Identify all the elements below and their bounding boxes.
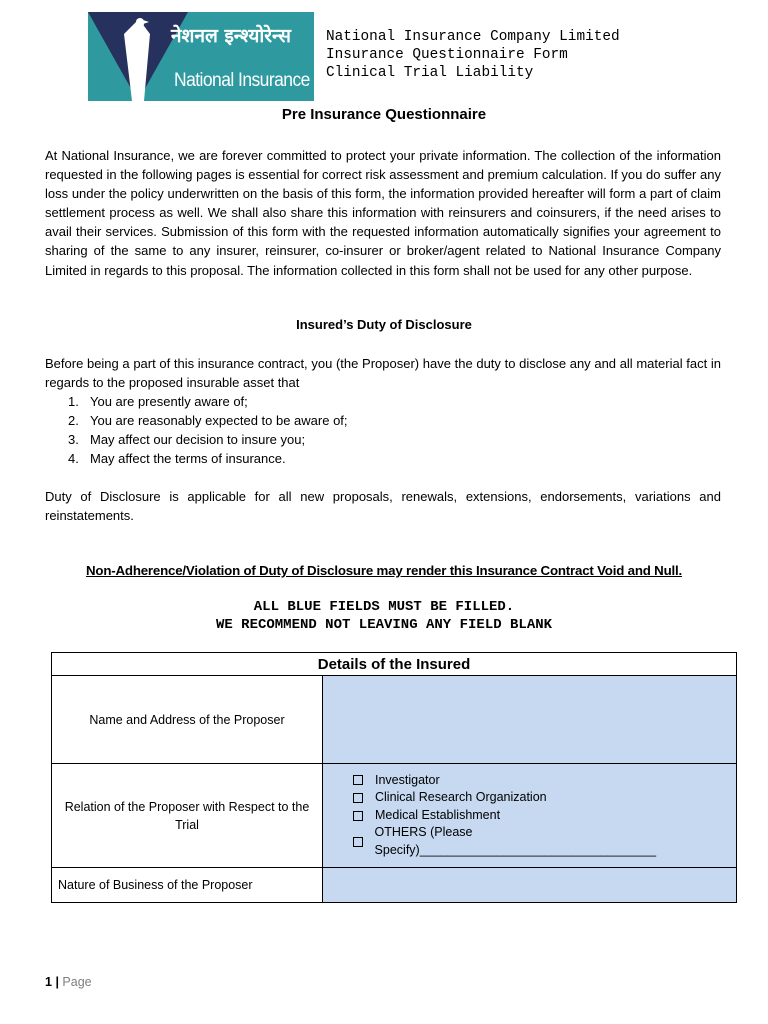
- company-name: National Insurance Company Limited: [326, 29, 620, 45]
- logo-hindi-text: नेशनल इन्श्योरेन्स: [171, 25, 292, 47]
- list-text: You are reasonably expected to be aware of;: [90, 413, 348, 429]
- list-number: 2.: [68, 413, 79, 429]
- page-number: 1: [45, 975, 52, 989]
- option-medical-establishment[interactable]: [353, 807, 736, 825]
- list-item: [68, 430, 348, 449]
- logo-english-text: National Insurance: [174, 70, 310, 91]
- page-separator: |: [55, 975, 59, 989]
- relation-options: [323, 772, 736, 860]
- relation-label: Relation of the Proposer with Respect to the Trial: [52, 764, 323, 868]
- business-label: Nature of Business of the Proposer: [52, 868, 323, 903]
- notice-line-2: WE RECOMMEND NOT LEAVING ANY FIELD BLANK: [215, 616, 553, 633]
- checkbox-icon[interactable]: [353, 775, 363, 785]
- business-field[interactable]: [323, 868, 737, 903]
- option-label: OTHERS (Please Specify)__________________________________: [374, 825, 657, 857]
- list-item: [68, 449, 348, 468]
- checkbox-icon[interactable]: [353, 793, 363, 803]
- warning-text: Non-Adherence/Violation of Duty of Disclosure may render this Insurance Contract Void and Null.: [86, 563, 682, 578]
- option-label: Clinical Research Organization: [375, 790, 547, 805]
- list-number: 3.: [68, 432, 79, 448]
- page-title: Pre Insurance Questionnaire: [281, 106, 487, 123]
- disclosure-heading: Insured’s Duty of Disclosure: [296, 317, 472, 332]
- option-investigator[interactable]: [353, 772, 736, 790]
- option-cro[interactable]: [353, 789, 736, 807]
- list-number: 4.: [68, 451, 79, 467]
- form-category: Clinical Trial Liability: [326, 65, 534, 81]
- relation-field: [323, 764, 737, 868]
- table-heading: Details of the Insured: [52, 653, 737, 676]
- list-text: May affect our decision to insure you;: [90, 432, 306, 448]
- insured-details-table: [51, 652, 737, 903]
- name-address-label: Name and Address of the Proposer: [52, 676, 323, 764]
- name-address-field[interactable]: [323, 676, 737, 764]
- company-logo: [88, 12, 314, 101]
- list-item: [68, 392, 348, 411]
- disclosure-lead: Before being a part of this insurance contract, you (the Proposer) have the duty to disclose any and all material fact in regards to the proposed insurable asset that: [45, 356, 721, 391]
- page-label: Page: [62, 975, 92, 989]
- option-others[interactable]: [353, 824, 736, 859]
- option-label: Medical Establishment: [375, 807, 501, 822]
- company-header: [326, 28, 620, 82]
- checkbox-icon[interactable]: [353, 837, 363, 847]
- checkbox-icon[interactable]: [353, 811, 363, 821]
- page-footer: [45, 975, 92, 989]
- intro-paragraph: At National Insurance, we are forever committed to protect your private information. The collection of the information requested in the following pages is essential for correct risk assessment and premium calculation. If you do suffer any loss under the policy underwritten on the basis of this form, the information provided hereafter will form a part of claim settlement process as well. We shall also share this information with reinsurers and coinsurers, if the need arises to avail their services. Submission of this form with the requested information automatically signifies your agreement to sharing of the same to any insurer, reinsurer, co-insurer or broker/agent related to National Insurance Company Limited in regards to this proposal. The information collected in this form shall not be used for any other purpose.: [45, 148, 721, 278]
- list-number: 1.: [68, 394, 79, 409]
- list-item: [68, 411, 348, 430]
- fill-notice: [0, 599, 768, 634]
- list-text: May affect the terms of insurance.: [90, 451, 286, 467]
- disclosure-applicability: Duty of Disclosure is applicable for all new proposals, renewals, extensions, endorsements, variations and reinstatements.: [45, 489, 721, 524]
- form-name: Insurance Questionnaire Form: [326, 47, 568, 63]
- list-text: You are presently aware of;: [90, 394, 248, 409]
- option-label: Investigator: [375, 772, 440, 787]
- notice-line-1: ALL BLUE FIELDS MUST BE FILLED.: [253, 599, 515, 615]
- disclosure-list: [45, 392, 348, 468]
